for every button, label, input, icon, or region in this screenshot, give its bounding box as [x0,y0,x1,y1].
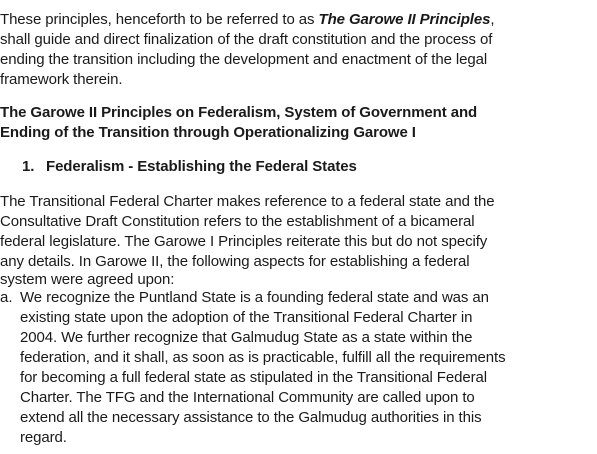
item-a-marker: a. [0,289,13,306]
item-a-line-8: regard. [20,429,67,446]
item-a-line-2: existing state upon the adoption of the Transitional Federal Charter in [20,309,473,326]
item-a-line-3: 2004. We further recognize that Galmudug State as a state within the [20,329,473,346]
intro-line-4: framework therein. [0,71,123,88]
item-a-line-1: We recognize the Puntland State is a founding federal state and was an [20,289,489,306]
item-a-line-6: Charter. The TFG and the International Community are called upon to [20,389,475,406]
heading-line-1: The Garowe II Principles on Federalism, System of Government and [0,104,478,121]
item-a-line-5: for becoming a full federal state as stipulated in the Transitional Federal [20,369,487,386]
garowe-ii-principles-term: The Garowe II Principles [318,11,491,28]
section-1-number: 1. [22,158,35,175]
intro-line-1-post: , [490,11,495,28]
item-a-line-7: extend all the necessary assistance to the Galmudug authorities in this [20,409,482,426]
intro-line-2: shall guide and direct finalization of the draft constitution and the process of [0,31,493,48]
paragraph-line-2: Consultative Draft Constitution refers to the establishment of a bicameral [0,213,475,230]
paragraph-line-4: any details. In Garowe II, the following aspects for establishing a federal [0,253,470,270]
intro-line-1 [0,11,494,29]
section-1-title: Federalism - Establishing the Federal States [46,158,357,175]
intro-line-3: ending the transition including the development and enactment of the legal [0,51,488,68]
heading-line-2: Ending of the Transition through Operationalizing Garowe I [0,124,416,141]
item-a-line-4: federation, and it shall, as soon as is practicable, fulfill all the requirements [20,349,506,366]
intro-line-1-pre: These principles, henceforth to be referred to as [0,11,319,28]
paragraph-line-5: system were agreed upon: [0,271,175,288]
paragraph-line-3: federal legislature. The Garowe I Principles reiterate this but do not specify [0,233,488,250]
paragraph-line-1: The Transitional Federal Charter makes reference to a federal state and the [0,193,495,210]
